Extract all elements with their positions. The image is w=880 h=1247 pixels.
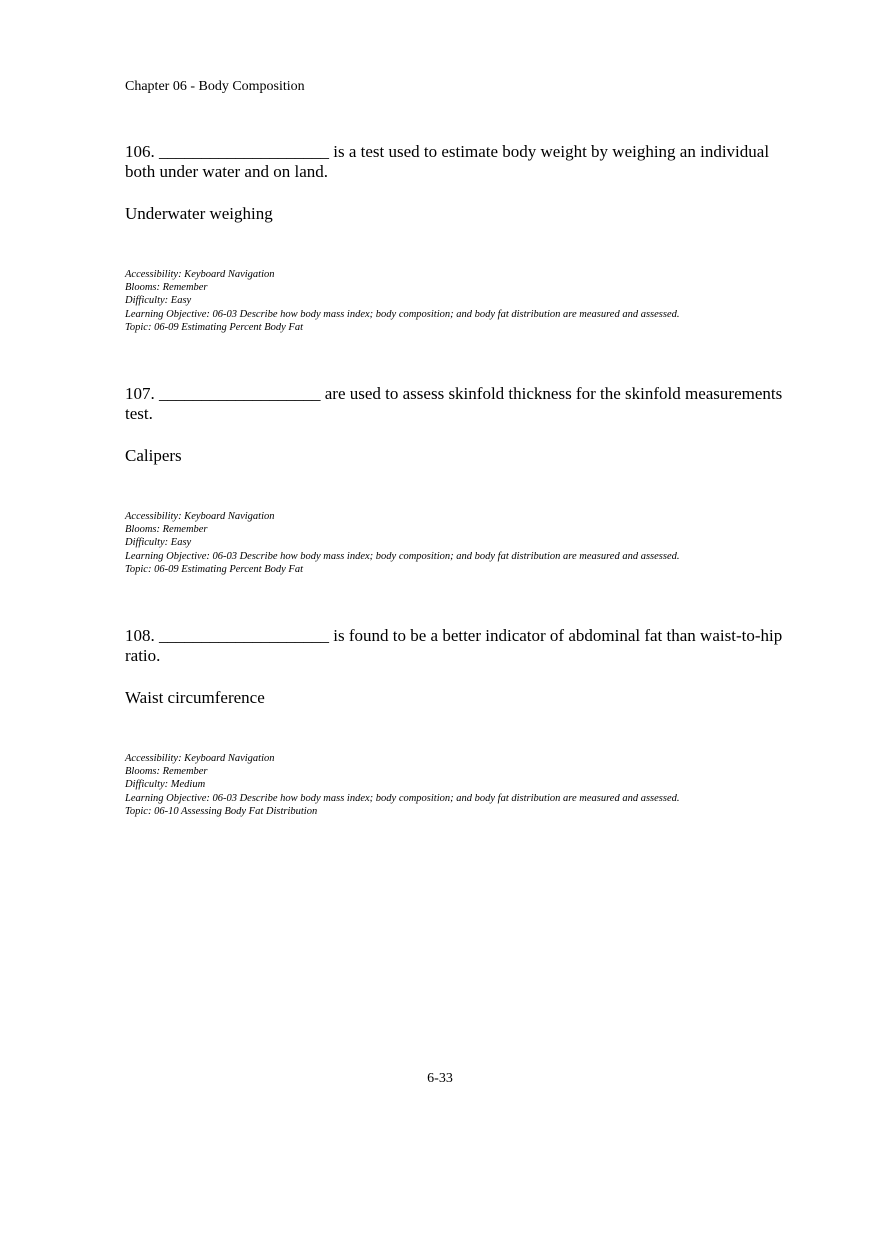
question-107 [125,384,785,576]
meta-accessibility: Accessibility: Keyboard Navigation [125,269,275,280]
meta-accessibility: Accessibility: Keyboard Navigation [125,511,275,522]
meta-difficulty: Difficulty: Easy [125,537,192,549]
question-text: 107. ___________________ are used to assess skinfold thickness for the skinfold measurements test. [125,384,783,423]
meta-learning-objective: Learning Objective: 06-03 Describe how body mass index; body composition; and body fat distribution are measured and assessed. [125,308,680,320]
question-108 [125,626,785,818]
question-answer: Calipers [125,446,182,465]
question-metadata [125,268,785,334]
question-text: 106. ____________________ is a test used to estimate body weight by weighing an individual both under water and on land. [125,142,770,181]
question-metadata [125,752,785,818]
meta-topic: Topic: 06-10 Assessing Body Fat Distribution [125,805,318,817]
meta-learning-objective: Learning Objective: 06-03 Describe how body mass index; body composition; and body fat distribution are measured and assessed. [125,792,680,804]
question-106 [125,142,785,334]
meta-blooms: Blooms: Remember [125,524,208,536]
question-answer: Waist circumference [125,688,265,707]
question-metadata [125,510,785,576]
meta-blooms: Blooms: Remember [125,766,208,778]
question-answer: Underwater weighing [125,204,273,223]
page-number: 6-33 [427,1071,453,1086]
meta-blooms: Blooms: Remember [125,282,208,294]
meta-difficulty: Difficulty: Easy [125,295,192,307]
meta-accessibility: Accessibility: Keyboard Navigation [125,753,275,764]
meta-difficulty: Difficulty: Medium [125,779,206,791]
meta-learning-objective: Learning Objective: 06-03 Describe how body mass index; body composition; and body fat distribution are measured and assessed. [125,550,680,562]
page-header: Chapter 06 - Body Composition [125,79,305,94]
meta-topic: Topic: 06-09 Estimating Percent Body Fat [125,321,303,333]
meta-topic: Topic: 06-09 Estimating Percent Body Fat [125,563,303,575]
question-text: 108. ____________________ is found to be a better indicator of abdominal fat than waist-to-hip ratio. [125,626,783,665]
